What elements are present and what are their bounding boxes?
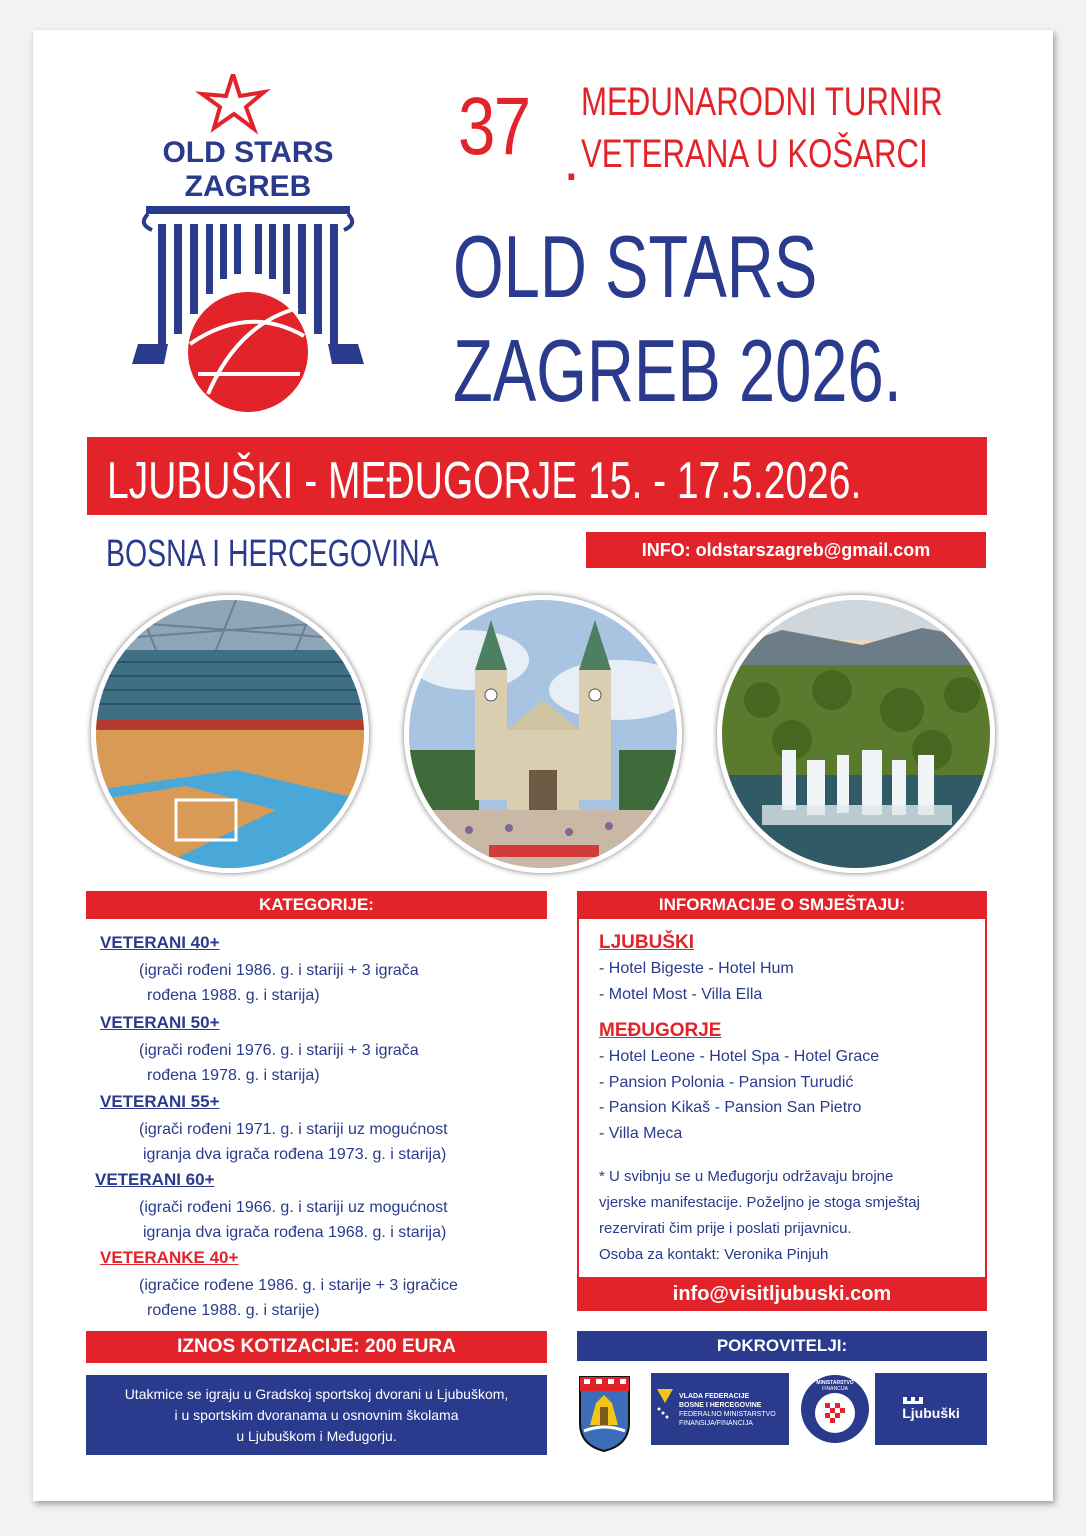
category-desc-60-line1: (igrači rođeni 1966. g. i stariji uz mogućnost	[139, 1199, 448, 1216]
accommodation-medugorje-line2: - Pansion Polonia - Pansion Turudić	[599, 1074, 854, 1091]
category-desc-55-line1: (igrači rođeni 1971. g. i stariji uz mogućnost	[139, 1121, 448, 1138]
edition-number: 37	[458, 81, 530, 172]
edition-dot: .	[563, 126, 580, 193]
accommodation-city-medugorje: MEĐUGORJE	[599, 1020, 722, 1041]
categories-header: KATEGORIJE:	[86, 891, 547, 919]
accommodation-medugorje-line4: - Villa Meca	[599, 1125, 683, 1142]
poster	[33, 30, 1053, 1501]
category-desc-40-line2: rođena 1988. g. i starija)	[147, 987, 320, 1004]
accommodation-email[interactable]: info@visitljubuski.com	[577, 1277, 987, 1311]
sponsors-header: POKROVITELJI:	[577, 1331, 987, 1361]
info-email[interactable]: INFO: oldstarszagreb@gmail.com	[586, 532, 986, 568]
category-title-55: VETERANI 55+	[100, 1092, 220, 1111]
category-desc-60-line2: igranja dva igrača rođena 1968. g. i starija)	[143, 1224, 447, 1241]
venues-line3: u Ljubuškom i Međugorju.	[236, 1428, 397, 1444]
category-title-60: VETERANI 60+	[95, 1170, 215, 1189]
category-title-women-40: VETERANKE 40+	[100, 1248, 239, 1267]
photo-sports-hall	[91, 595, 369, 873]
accommodation-contact: Osoba za kontakt: Veronika Pinjuh	[599, 1246, 829, 1263]
accommodation-city-ljubuski: LJUBUŠKI	[599, 932, 695, 953]
accommodation-note-line3: rezervirati čim prije i poslati prijavnicu.	[599, 1220, 852, 1237]
accommodation-note-line1: * U svibnju se u Međugorju održavaju brojne	[599, 1168, 894, 1185]
venues-line2: i u sportskim dvoranama u osnovnim školama	[174, 1407, 459, 1423]
subtitle-line2: VETERANA U KOŠARCI	[581, 132, 928, 176]
sponsor-ministry-line1: MINISTARSTVO	[816, 1380, 854, 1386]
accommodation-medugorje-line1: - Hotel Leone - Hotel Spa - Hotel Grace	[599, 1048, 880, 1065]
accommodation-medugorje-line3: - Pansion Kikaš - Pansion San Pietro	[599, 1099, 862, 1116]
old-stars-logo	[128, 74, 368, 414]
accommodation-header: INFORMACIJE O SMJEŠTAJU:	[577, 891, 987, 919]
accommodation-note-line2: vjerske manifestacije. Poželjno je stoga smještaj	[599, 1194, 920, 1211]
sponsor-government-fbih	[651, 1373, 789, 1445]
category-desc-women-40-line2: rođene 1988. g. i starije)	[147, 1302, 320, 1319]
accommodation-ljubuski-line1: - Hotel Bigeste - Hotel Hum	[599, 960, 794, 977]
venues-line1: Utakmice se igraju u Gradskoj sportskoj dvorani u Ljubuškom,	[124, 1386, 509, 1402]
category-title-40: VETERANI 40+	[100, 933, 220, 952]
logo-line2: ZAGREB	[184, 170, 312, 203]
category-desc-women-40-line1: (igračice rođene 1986. g. i starije + 3 igračice	[139, 1277, 458, 1294]
sponsor-ministry-line2: FINANCIJA	[822, 1386, 848, 1392]
subtitle-line1: MEĐUNARODNI TURNIR	[581, 80, 943, 124]
category-desc-50-line2: rođena 1978. g. i starija)	[147, 1067, 320, 1084]
sponsor-ljubuski	[875, 1373, 987, 1445]
accommodation-ljubuski-line2: - Motel Most - Villa Ella	[599, 986, 763, 1003]
sponsor-government-line3: FEDERALNO MINISTARSTVO	[679, 1411, 776, 1418]
sponsor-ljubuski-label: Ljubuški	[902, 1405, 960, 1421]
location-banner	[87, 437, 987, 515]
sponsor-government-line1: VLADA FEDERACIJE	[679, 1393, 750, 1400]
main-title-line2: ZAGREB 2026.	[453, 321, 902, 420]
fee-bar: IZNOS KOTIZACIJE: 200 EURA	[86, 1331, 547, 1363]
sponsor-government-line4: FINANSIJA/FINANCIJA	[679, 1420, 753, 1427]
logo-line1: OLD STARS	[162, 136, 334, 169]
photo-waterfall	[717, 595, 995, 873]
venues-box	[86, 1375, 547, 1455]
sponsor-government-line2: BOSNE I HERCEGOVINE	[679, 1402, 762, 1409]
category-desc-55-line2: igranja dva igrača rođena 1973. g. i starija)	[143, 1146, 447, 1163]
category-title-50: VETERANI 50+	[100, 1013, 220, 1032]
category-desc-50-line1: (igrači rođeni 1976. g. i stariji + 3 igrača	[139, 1042, 419, 1059]
category-desc-40-line1: (igrači rođeni 1986. g. i stariji + 3 igrača	[139, 962, 419, 979]
location-dates: LJUBUŠKI - MEĐUGORJE 15. - 17.5.2026.	[107, 452, 862, 510]
photo-church	[404, 595, 682, 873]
main-title-line1: OLD STARS	[453, 217, 818, 316]
sponsor-ministry-finance	[799, 1373, 871, 1445]
sponsor-coat-of-arms-icon	[576, 1373, 633, 1453]
country-label: BOSNA I HERCEGOVINA	[106, 533, 439, 575]
